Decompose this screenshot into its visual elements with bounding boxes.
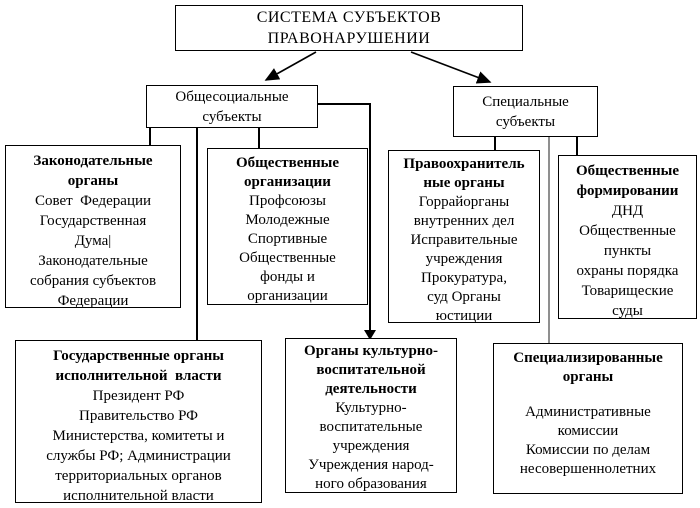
node-body xyxy=(286,399,456,494)
node-heading xyxy=(286,342,456,399)
node-heading xyxy=(389,155,539,193)
text-line: Прокуратура, xyxy=(421,270,507,286)
connector-social-to-executive xyxy=(196,128,198,340)
text-line: Молодежные xyxy=(245,212,330,228)
node-body xyxy=(6,191,180,311)
text-line: Правоохранитель xyxy=(403,156,525,172)
diagram-title-box xyxy=(175,5,523,51)
text-line: учреждения xyxy=(425,251,503,267)
connector-social-to-legislative xyxy=(149,128,151,145)
node-general-social-subjects xyxy=(146,85,318,128)
text-line: Спортивные xyxy=(247,231,328,247)
text-line: ного образования xyxy=(315,476,427,492)
text-line: охраны порядка xyxy=(576,263,679,279)
text-line: исполнительной власти xyxy=(63,488,214,504)
text-line: органы xyxy=(67,173,119,189)
node-heading xyxy=(208,154,367,192)
text-line: исполнительной власти xyxy=(55,368,222,384)
text-line: Государственные органы xyxy=(53,348,224,364)
text-line: Исправительные xyxy=(410,232,518,248)
node-body xyxy=(389,193,539,326)
text-line: юстиции xyxy=(435,308,493,324)
node-label xyxy=(147,87,317,127)
text-line: учреждения xyxy=(332,438,410,454)
text-line: органы xyxy=(562,369,614,385)
text-line: Общественные xyxy=(579,223,676,239)
text-line: Органы культурно- xyxy=(304,343,438,359)
text-line: службы РФ; Администрации xyxy=(46,448,231,464)
text-line: Культурно- xyxy=(335,400,407,416)
node-law-enforcement-organs xyxy=(388,150,540,323)
node-cultural-educational-organs xyxy=(285,338,457,493)
text-line: фонды и xyxy=(260,269,315,285)
text-line: Государственная xyxy=(39,213,147,229)
diagram-title xyxy=(176,7,522,49)
arrow-title-to-special xyxy=(411,52,490,82)
text-line: Законодательные xyxy=(38,253,148,269)
node-special-subjects xyxy=(453,86,598,137)
text-line: суды xyxy=(612,303,643,319)
connector-special-to-law-enforcement xyxy=(494,137,496,150)
node-public-organizations xyxy=(207,148,368,305)
node-heading xyxy=(494,349,682,387)
connector-special-to-specialized xyxy=(548,137,550,343)
text-line: собрания субъектов xyxy=(29,273,157,289)
node-body xyxy=(494,403,682,479)
text-line: ПРАВОНАРУШЕНИИ xyxy=(267,30,431,47)
text-line: СИСТЕМА СУБЪЕКТОВ xyxy=(256,9,442,26)
text-line: Товарищеские xyxy=(581,283,674,299)
connector-social-to-public-orgs xyxy=(258,128,260,148)
connector-social-to-cultural-horizontal xyxy=(318,103,371,105)
text-line: Горрайорганы xyxy=(418,194,510,210)
node-state-executive-organs xyxy=(15,340,262,503)
arrow-title-to-social xyxy=(266,52,316,80)
text-line: Президент РФ xyxy=(92,388,185,404)
text-line: Министерства, комитеты и xyxy=(52,428,225,444)
text-line: субъекты xyxy=(495,113,556,130)
text-line: формировании xyxy=(576,183,679,199)
text-line: Профсоюзы xyxy=(249,193,326,209)
text-line: Совет Федерации xyxy=(34,193,152,209)
node-heading xyxy=(16,346,261,386)
text-line: Федерации xyxy=(57,293,129,309)
text-line: Административные xyxy=(525,404,651,420)
text-line: комиссии xyxy=(557,423,619,439)
node-body xyxy=(208,192,367,306)
text-line: воспитательные xyxy=(319,419,423,435)
text-line: Общественные xyxy=(575,163,680,179)
node-heading xyxy=(559,161,696,201)
connector-special-to-public-formations xyxy=(576,137,578,155)
text-line: Комиссии по делам xyxy=(525,442,651,458)
text-line: организации xyxy=(244,174,331,190)
text-line: несовершеннолетних xyxy=(519,461,657,477)
text-line: Специализированные xyxy=(513,350,663,366)
text-line: воспитательной xyxy=(316,362,426,378)
text-line: Правительство РФ xyxy=(78,408,199,424)
node-body xyxy=(16,386,261,506)
text-line: Специальные xyxy=(482,93,569,110)
node-label xyxy=(454,92,597,132)
text-line: территориальных органов xyxy=(55,468,222,484)
text-line: деятельности xyxy=(325,381,417,397)
connector-social-to-cultural-vertical xyxy=(369,103,371,331)
text-line: Учреждения народ- xyxy=(308,457,434,473)
text-line: ные органы xyxy=(423,175,505,191)
text-line: субъекты xyxy=(202,108,262,125)
node-public-formations xyxy=(558,155,697,319)
text-line: Законодательные xyxy=(33,153,153,169)
text-line: ДНД xyxy=(611,203,644,219)
text-line: Общественные xyxy=(239,250,336,266)
node-specialized-organs xyxy=(493,343,683,494)
text-line: внутренних дел xyxy=(413,213,515,229)
text-line: Дума| xyxy=(74,233,112,249)
text-line: Общесоциальные xyxy=(175,88,289,105)
text-line: суд Органы xyxy=(427,289,501,305)
node-body xyxy=(559,201,696,321)
node-legislative-organs xyxy=(5,145,181,308)
node-heading xyxy=(6,151,180,191)
text-line: организации xyxy=(247,288,328,304)
text-line: Общественные xyxy=(235,155,340,171)
text-line: пункты xyxy=(603,243,652,259)
